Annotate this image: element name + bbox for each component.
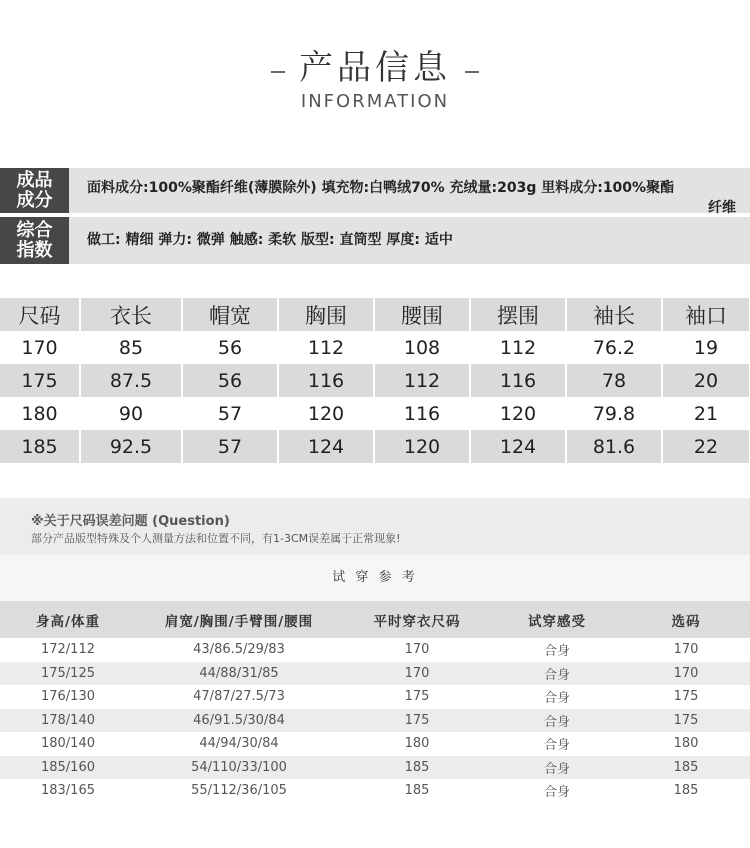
composition-text (69, 168, 750, 216)
title-dash-right (465, 71, 479, 73)
tryon-header-cell: 身高/体重 (36, 613, 100, 630)
tryon-cell: 合身 (543, 644, 570, 660)
tryon-cell: 合身 (543, 761, 570, 777)
tryon-row (0, 638, 750, 662)
size-cell: 21 (662, 397, 750, 430)
size-cell: 124 (278, 430, 374, 463)
size-cell: 116 (470, 364, 566, 397)
size-header-cell: 胸围 (278, 298, 374, 331)
size-cell: 57 (182, 397, 278, 430)
page-subtitle: INFORMATION (300, 91, 450, 112)
size-table (0, 298, 750, 463)
tryon-cell: 180 (404, 736, 430, 752)
index-text: 做工: 精细 弹力: 微弹 触感: 柔软 版型: 直筒型 厚度: 适中 (87, 232, 453, 248)
size-header-cell: 腰围 (374, 298, 470, 331)
tryon-cell: 55/112/36/105 (191, 783, 287, 799)
size-table-row (0, 397, 750, 430)
tryon-cell: 183/165 (40, 783, 95, 799)
size-cell: 120 (374, 430, 470, 463)
page-title: 产品信息 (299, 48, 451, 88)
tryon-cell: 合身 (543, 738, 570, 754)
size-cell: 78 (566, 364, 662, 397)
size-error-note (0, 498, 750, 555)
tryon-row (0, 732, 750, 756)
size-cell: 124 (470, 430, 566, 463)
tryon-cell: 185 (673, 783, 699, 799)
tryon-row (0, 685, 750, 709)
tryon-cell: 175 (404, 689, 430, 705)
tryon-row (0, 662, 750, 686)
tryon-cell: 46/91.5/30/84 (193, 712, 285, 728)
size-table-row (0, 331, 750, 364)
size-cell: 90 (80, 397, 182, 430)
tryon-header (0, 601, 750, 638)
tryon-cell: 175/125 (40, 665, 95, 681)
size-header-cell: 摆围 (470, 298, 566, 331)
composition-tag (0, 168, 69, 213)
tryon-cell: 185/160 (40, 759, 95, 775)
note-title: ※关于尺码误差问题 (Question) (31, 514, 230, 529)
size-cell: 120 (470, 397, 566, 430)
tryon-header-cell: 选码 (671, 613, 701, 630)
info-header (0, 40, 750, 112)
size-header-cell: 衣长 (80, 298, 182, 331)
index-tag (0, 217, 69, 264)
tryon-header-row (0, 601, 750, 638)
tryon-cell: 合身 (543, 714, 570, 730)
size-cell: 81.6 (566, 430, 662, 463)
composition-text-line1: 面料成分:100%聚酯纤维(薄膜除外) 填充物:白鸭绒70% 充绒量:203g 里料成分:100%聚酯 (87, 180, 675, 196)
size-header-cell: 袖口 (662, 298, 750, 331)
product-info-block (0, 168, 750, 268)
size-table-row (0, 364, 750, 397)
tryon-cell: 185 (673, 759, 699, 775)
tryon-cell: 180/140 (40, 736, 95, 752)
tryon-cell: 合身 (543, 785, 570, 801)
title-dash-left (271, 71, 285, 73)
size-cell: 116 (374, 397, 470, 430)
size-cell: 92.5 (80, 430, 182, 463)
composition-text-line2: 纤维 (708, 200, 736, 216)
composition-tag-line2: 成分 (16, 189, 53, 211)
composition-row (0, 168, 750, 216)
size-cell: 87.5 (80, 364, 182, 397)
tryon-header-cell: 平时穿衣尺码 (373, 613, 461, 630)
size-cell: 175 (0, 364, 80, 397)
size-cell: 120 (278, 397, 374, 430)
size-cell: 22 (662, 430, 750, 463)
tryon-cell: 175 (673, 712, 699, 728)
size-table-row (0, 430, 750, 463)
tryon-cell: 54/110/33/100 (191, 759, 287, 775)
tryon-cell: 175 (673, 689, 699, 705)
size-header-cell: 袖长 (566, 298, 662, 331)
tryon-row (0, 779, 750, 803)
tryon-header-cell: 试穿感受 (528, 613, 586, 630)
size-cell: 180 (0, 397, 80, 430)
tryon-cell: 178/140 (40, 712, 95, 728)
tryon-cell: 170 (404, 665, 430, 681)
tryon-cell: 172/112 (40, 642, 95, 658)
tryon-cell: 170 (404, 642, 430, 658)
index-tag-line2: 指数 (16, 239, 53, 261)
size-cell: 112 (470, 331, 566, 364)
size-cell: 112 (374, 364, 470, 397)
tryon-cell: 47/87/27.5/73 (193, 689, 285, 705)
tryon-cell: 合身 (543, 667, 570, 683)
tryon-cell: 合身 (543, 691, 570, 707)
size-cell: 108 (374, 331, 470, 364)
tryon-cell: 170 (673, 642, 699, 658)
tryon-row (0, 709, 750, 733)
size-cell: 20 (662, 364, 750, 397)
index-row (0, 217, 750, 264)
tryon-title: 试 穿 参 考 (0, 555, 750, 601)
size-cell: 76.2 (566, 331, 662, 364)
size-cell: 79.8 (566, 397, 662, 430)
title-row (0, 40, 750, 89)
tryon-cell: 185 (404, 759, 430, 775)
size-header-cell: 帽宽 (182, 298, 278, 331)
tryon-table (0, 638, 750, 803)
size-cell: 85 (80, 331, 182, 364)
index-tag-line1: 综合 (16, 219, 53, 241)
tryon-cell: 44/94/30/84 (199, 736, 279, 752)
size-cell: 56 (182, 364, 278, 397)
tryon-cell: 176/130 (40, 689, 95, 705)
tryon-cell: 170 (673, 665, 699, 681)
size-cell: 170 (0, 331, 80, 364)
size-cell: 19 (662, 331, 750, 364)
tryon-cell: 175 (404, 712, 430, 728)
size-table-header (0, 298, 750, 331)
composition-tag-line1: 成品 (16, 169, 53, 191)
tryon-row (0, 756, 750, 780)
size-header-cell: 尺码 (0, 298, 80, 331)
size-cell: 56 (182, 331, 278, 364)
size-cell: 112 (278, 331, 374, 364)
size-cell: 57 (182, 430, 278, 463)
tryon-cell: 180 (673, 736, 699, 752)
tryon-cell: 44/88/31/85 (199, 665, 279, 681)
size-cell: 185 (0, 430, 80, 463)
tryon-header-cell: 肩宽/胸围/手臂围/腰围 (164, 613, 314, 630)
note-description: 部分产品版型特殊及个人测量方法和位置不同，有1-3CM误差属于正常现象! (31, 532, 401, 545)
tryon-cell: 185 (404, 783, 430, 799)
size-cell: 116 (278, 364, 374, 397)
tryon-cell: 43/86.5/29/83 (193, 642, 285, 658)
